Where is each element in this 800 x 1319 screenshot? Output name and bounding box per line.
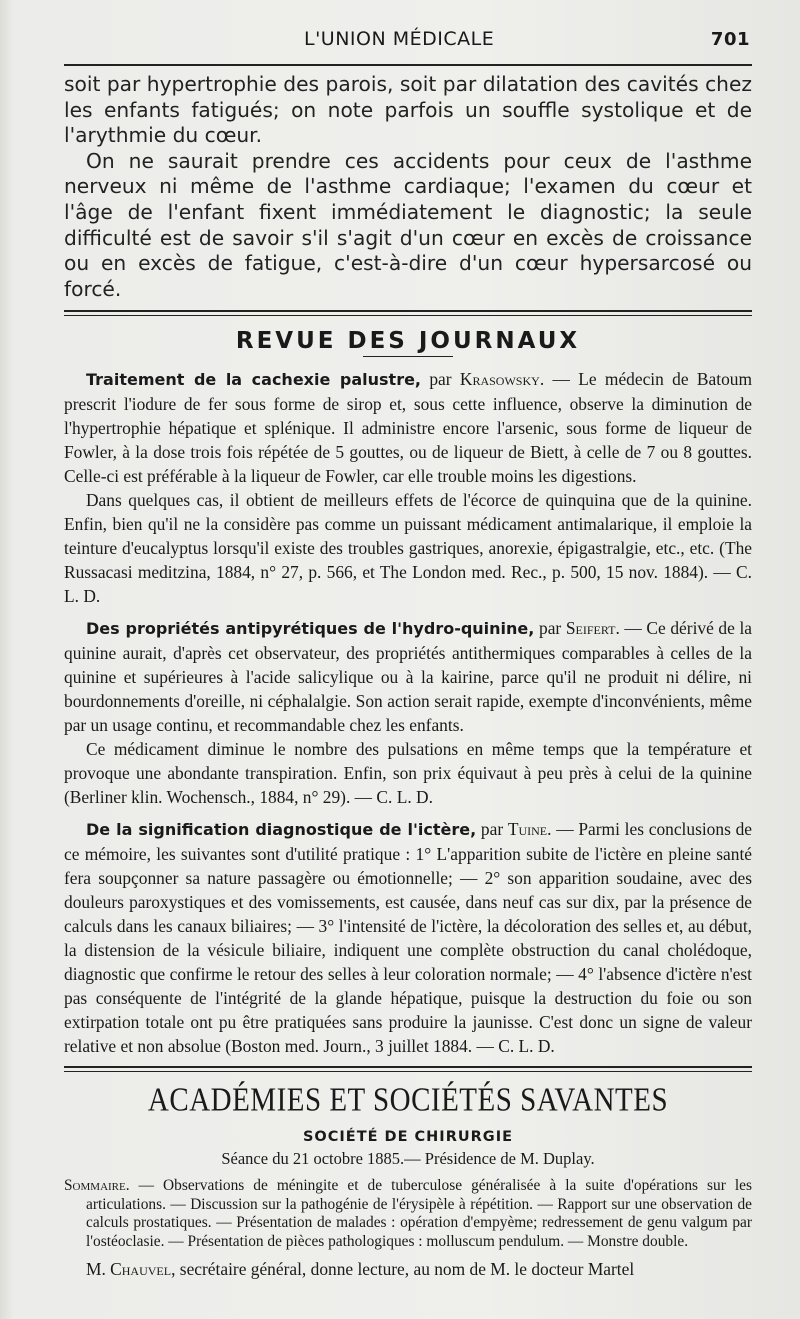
closing-line: M. Chauvel, secrétaire général, donne lecture, au nom de M. le docteur Martel [86, 1259, 635, 1280]
heading-underline [363, 356, 453, 357]
article-author: Tuine [507, 819, 548, 840]
sommaire [64, 1177, 752, 1251]
article-paragraph: Traitement de la cachexie palustre, par Krasowsky. — Le médecin de Batoum prescrit l'iodure de fer sous forme de sirop et, sous cette influence, observe la diminution de l'hypertrophie hépatique et splénique. Il administre encore l'arsenic, sous forme de liqueur de Fowler, à la dose trois fois répétée de 5 gouttes, ou de liqueur de Biett, à celle de 7 ou 8 gouttes. Celle-ci est préférable à la liqueur de Fowler, car elle trouble moins les digestions. [64, 369, 752, 487]
sommaire-text: — Observations de méningite et de tuberculose généralisée à la suite d'opérations sur les articulations. — Discussion sur la pathogénie de l'érysipèle à répétition. — Rapport sur une observation de calculs prostatiques. — Présentation de malades : opération d'empyème; redressement de genu valgum par l'ostéoclasie. — Présentation de pièces pathologiques : molluscum pendulum. — Monstre double. [86, 1177, 752, 1250]
article-author: Seifert [565, 618, 616, 639]
article-tuine [64, 817, 752, 1058]
seance-line: Séance du 21 octobre 1885.— Présidence de M. Duplay. [221, 1149, 595, 1169]
header-rule [64, 64, 752, 66]
article-title: De la signification diagnostique de l'ictère, [86, 820, 477, 840]
article-paragraph: De la signification diagnostique de l'ictère, par Tuine. — Parmi les conclusions de ce mémoire, les suivantes sont d'utilité pratique : 1° L'apparition subite de l'ictère en pleine santé fera soupçonner sa nature passagère ou émotionnelle; — 2° son apparition soudaine, avec des douleurs paroxystiques et des vomissements, est causée, dans neuf cas sur dix, par la présence de calculs dans les canaux biliaires; — 3° l'intensité de l'ictère, la décoloration des selles et, au début, la distension de la vésicule biliaire, indiquent une complète obstruction du canal cholédoque, diagnostic que confirme le retour des selles à leur coloration normale; — 4° l'absence d'ictère n'est pas conséquente de l'intégrité de la glande hépatique, puisque la destruction du foie ou son extirpation totale ont pu être pratiquées sans produire la jaunisse. C'est donc un signe de valeur relative et non absolue (Boston med. Journ., 3 juillet 1884. — C. L. D. [64, 819, 752, 1057]
intro-paragraph-2: On ne saurait prendre ces accidents pour ceux de l'asthme nerveux ni même de l'asthme cardiaque; l'examen du cœur et l'âge de l'enfant fixent immédiatement le diagnostic; la seule difficulté est de savoir s'il s'agit d'un cœur en excès de croissance ou en excès de fatigue, c'est-à-dire d'un cœur hypersarcosé ou forcé. [64, 148, 752, 301]
page-number: 701 [710, 29, 750, 50]
running-header [64, 28, 752, 58]
article-title: Des propriétés antipyrétiques de l'hydro-quinine, [86, 619, 535, 639]
article-paragraph: Ce médicament diminue le nombre des pulsations en même temps que la température et provoque une abondante transpiration. Enfin, son prix équivaut à peu près à celui de la quinine (Berliner klin. Wochensch., 1884, n° 29). — C. L. D. [64, 739, 752, 808]
intro-paragraph-1: soit par hypertrophie des parois, soit par dilatation des cavités chez les enfants fatigués; on note parfois un souffle systolique et de l'arythmie du cœur. [64, 72, 752, 148]
section-divider [64, 310, 752, 316]
article-paragraph: Des propriétés antipyrétiques de l'hydro-quinine, par Seifert. — Ce dérivé de la quinine aurait, d'après cet observateur, des propriétés antithermiques comparables à celles de la quinine et supérieures à l'acide salicylique ou à la kairine, parce qu'il ne produit ni délire, ni bourdonnements d'oreille, ni céphalalgie. Son action serait rapide, exempte d'inconvénients, même par un usage continu, et recommandable chez les enfants. [64, 618, 753, 736]
secretary-name: Chauvel [110, 1259, 172, 1280]
revue-heading: REVUE DES JOURNAUX [235, 328, 581, 355]
article-title: Traitement de la cachexie palustre, [86, 370, 422, 390]
society-heading: SOCIÉTÉ DE CHIRURGIE [302, 1129, 514, 1146]
section-divider [64, 1066, 752, 1072]
running-title: L'UNION MÉDICALE [304, 28, 495, 50]
academies-heading: ACADÉMIES ET SOCIÉTÉS SAVANTES [147, 1081, 669, 1119]
intro-text [64, 72, 752, 302]
article-krasowsky [64, 367, 752, 608]
article-paragraph: Dans quelques cas, il obtient de meilleurs effets de l'écorce de quinquina que de la quinine. Enfin, bien qu'il ne la considère pas comme un puissant médicament antimalarique, il emploie la teinture d'eucalyptus lorsqu'il existe des troubles gastriques, anorexie, épigastralgie, etc., etc. (The Russacasi meditzina, 1884, n° 27, p. 566, et The London med. Rec., p. 500, 15 nov. 1884). — C. L. D. [64, 490, 752, 607]
article-author: Krasowsky [459, 369, 540, 390]
sommaire-head: Sommaire. [64, 1177, 130, 1195]
article-seifert [64, 616, 752, 809]
